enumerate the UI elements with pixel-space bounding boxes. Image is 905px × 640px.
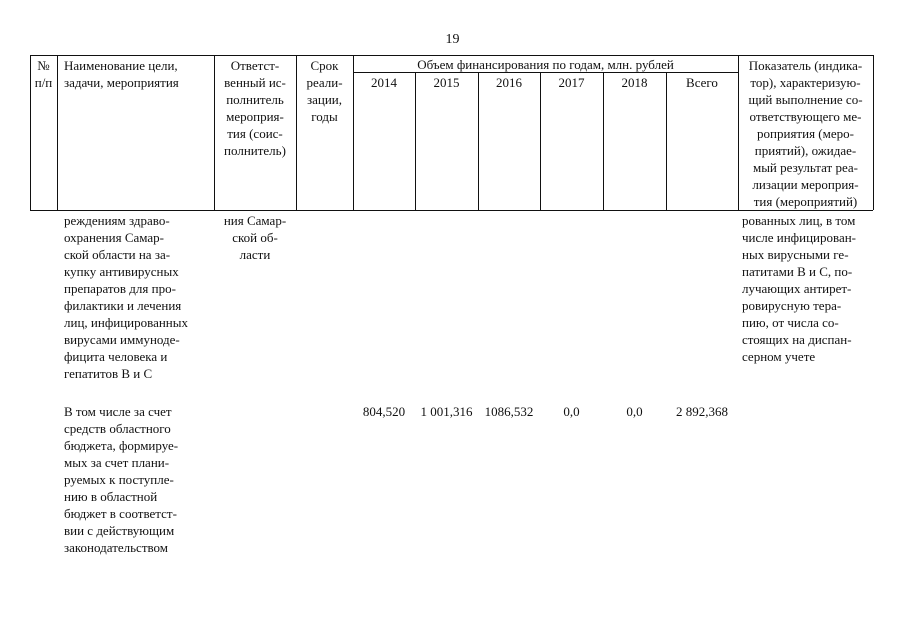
col-divider — [478, 72, 479, 210]
row2-value-total: 2 892,368 — [676, 404, 728, 419]
header-term: Срок реали- зации, годы — [306, 58, 343, 124]
header-total: Всего — [686, 75, 718, 90]
header-year-2017: 2017 — [558, 75, 585, 90]
col-divider — [57, 55, 58, 210]
header-responsible: Ответст- венный ис- полнитель мероприя- тия (соис- полнитель) — [224, 58, 286, 158]
row1-indicator: рованных лиц, в том числе инфицирован- ных вирусными ге- патитами В и С, по- лучающих антирет- ровирусную тера- пию, от числа со- стоящих на диспан- серном учете — [742, 213, 857, 364]
row1-name: реждениям здраво- охранения Самар- ской области на за- купку антивирусных препаратов для про- филактики и лечения лиц, инфицированных вирусами иммуноде- фицита человека и гепатитов В и С — [64, 213, 188, 381]
row2-value-2018: 0,0 — [626, 404, 643, 419]
page-number: 19 — [445, 32, 460, 47]
header-year-2018: 2018 — [621, 75, 648, 90]
header-year-2016: 2016 — [496, 75, 522, 90]
header-name: Наименование цели, задачи, мероприятия — [64, 58, 179, 90]
col-divider — [540, 72, 541, 210]
header-financing-title: Объем финансирования по годам, млн. рублей — [417, 57, 674, 72]
col-divider — [666, 72, 667, 210]
header-indicator: Показатель (индика- тор), характеризую- щий выполнение со- ответствующего ме- роприятия (меро- приятий), ожидае- мый результат реа- лизации мероприя- тия (мероприятий) — [748, 58, 863, 209]
row2-value-2017: 0,0 — [563, 404, 580, 419]
row2-name: В том числе за счет средств областного бюджета, формируе- мых за счет плани- руемых к поступле- нию в областной бюджет в соответст- вии с действующим законодательством — [64, 404, 179, 555]
col-divider — [415, 72, 416, 210]
col-divider — [603, 72, 604, 210]
row2-value-2015: 1 001,316 — [420, 404, 473, 419]
col-divider — [873, 55, 874, 210]
header-num: № п/п — [34, 58, 53, 90]
header-bottom-border — [30, 210, 873, 211]
row1-responsible: ния Самар- ской об- ласти — [223, 213, 287, 262]
header-year-2014: 2014 — [371, 75, 397, 90]
header-year-2015: 2015 — [433, 75, 460, 90]
row2-value-2016: 1086,532 — [484, 404, 534, 419]
row2-value-2014: 804,520 — [362, 404, 406, 419]
